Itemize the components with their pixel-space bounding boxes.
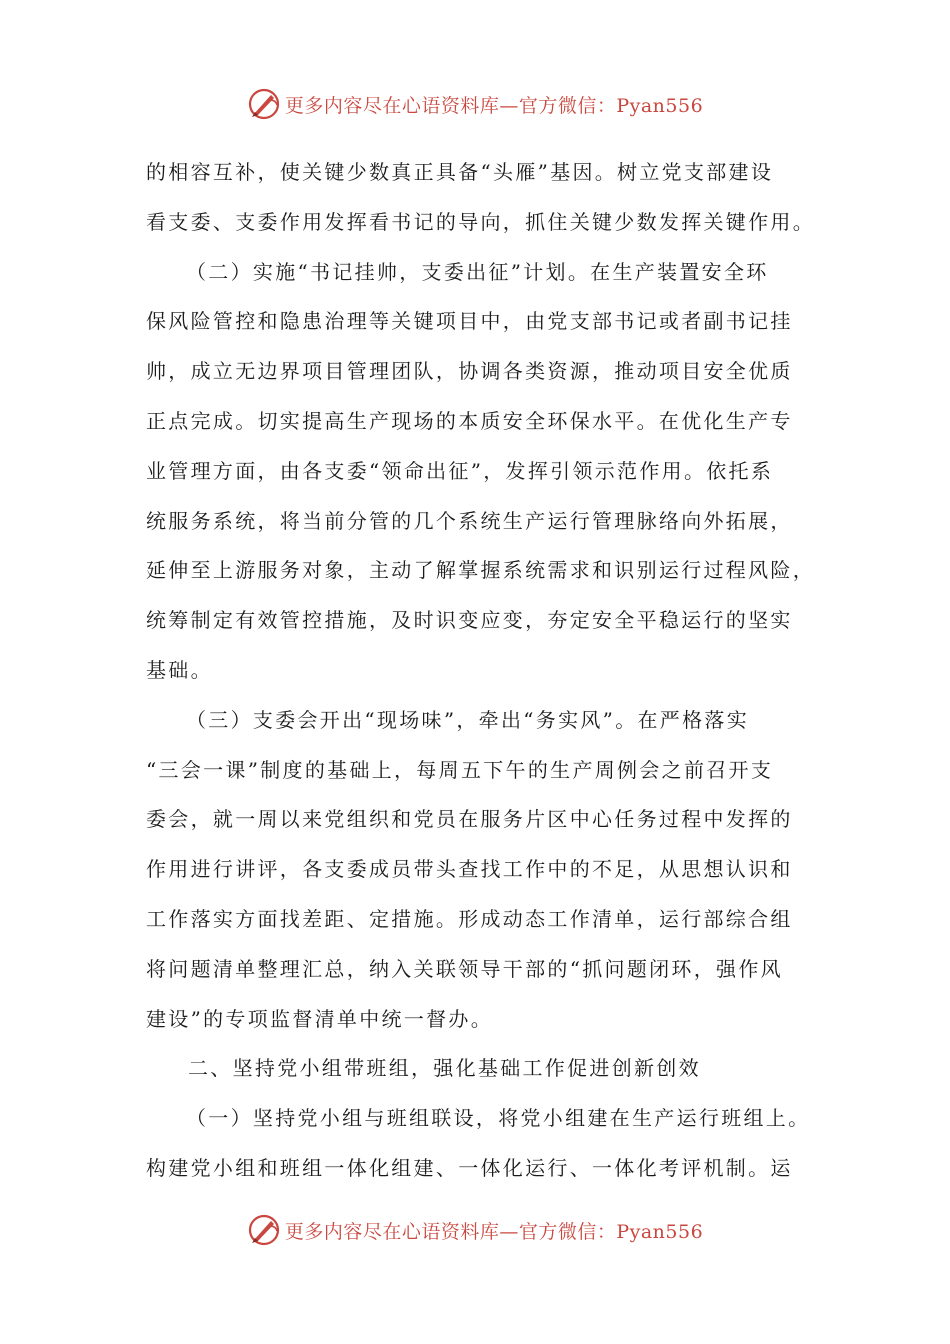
watermark-text: 更多内容尽在心语资料库—官方微信：Pyan556 — [284, 94, 704, 117]
text-line: 帅，成立无边界项目管理团队，协调各类资源，推动项目安全优质 — [146, 359, 793, 384]
watermark-text: 更多内容尽在心语资料库—官方微信：Pyan556 — [284, 1220, 704, 1243]
text-line: 正点完成。切实提高生产现场的本质安全环保水平。在优化生产专 — [146, 408, 793, 433]
text-line: 将问题清单整理汇总，纳入关联领导干部的“抓问题闭环，强作风 — [146, 956, 783, 981]
text-line: 看支委、支委作用发挥看书记的导向，抓住关键少数发挥关键作用。 — [146, 209, 815, 234]
text-line: 作用进行讲评，各支委成员带头查找工作中的不足，从思想认识和 — [146, 857, 793, 882]
document-body — [146, 148, 815, 1194]
text-line: 建设”的专项监督清单中统一督办。 — [146, 1006, 494, 1031]
pen-logo-icon — [247, 87, 281, 121]
text-line: （三）支委会开出“现场味”，牵出“务实风”。在严格落实 — [186, 707, 749, 732]
text-line: 工作落实方面找差距、定措施。形成动态工作清单，运行部综合组 — [146, 906, 793, 931]
text-line: 基础。 — [146, 657, 213, 682]
text-line: “三会一课”制度的基础上，每周五下午的生产周例会之前召开支 — [146, 757, 774, 782]
watermark-banner-top — [0, 84, 950, 124]
text-line: 业管理方面，由各支委“领命出征”，发挥引领示范作用。依托系 — [146, 458, 774, 483]
text-line: （二）实施“书记挂帅，支委出征”计划。在生产装置安全环 — [186, 259, 769, 284]
watermark-banner-bottom — [0, 1210, 950, 1250]
text-line: 统筹制定有效管控措施，及时识变应变，夯定安全平稳运行的坚实 — [146, 608, 793, 633]
text-line: 的相容互补，使关键少数真正具备“头雁”基因。树立党支部建设 — [146, 160, 774, 184]
text-line: （一）坚持党小组与班组联设，将党小组建在生产运行班组上。 — [186, 1106, 811, 1131]
text-line: 统服务系统，将当前分管的几个系统生产运行管理脉络向外拓展， — [146, 508, 793, 533]
text-line: 保风险管控和隐患治理等关键项目中，由党支部书记或者副书记挂 — [146, 309, 793, 334]
text-line: 委会，就一周以来党组织和党员在服务片区中心任务过程中发挥的 — [146, 807, 793, 832]
text-line: 延伸至上游服务对象，主动了解掌握系统需求和识别运行过程风险， — [146, 558, 815, 583]
section-heading: 二、坚持党小组带班组，强化基础工作促进创新创效 — [188, 1056, 701, 1081]
pen-logo-icon — [247, 1213, 281, 1247]
text-line: 构建党小组和班组一体化组建、一体化运行、一体化考评机制。运 — [146, 1155, 793, 1180]
